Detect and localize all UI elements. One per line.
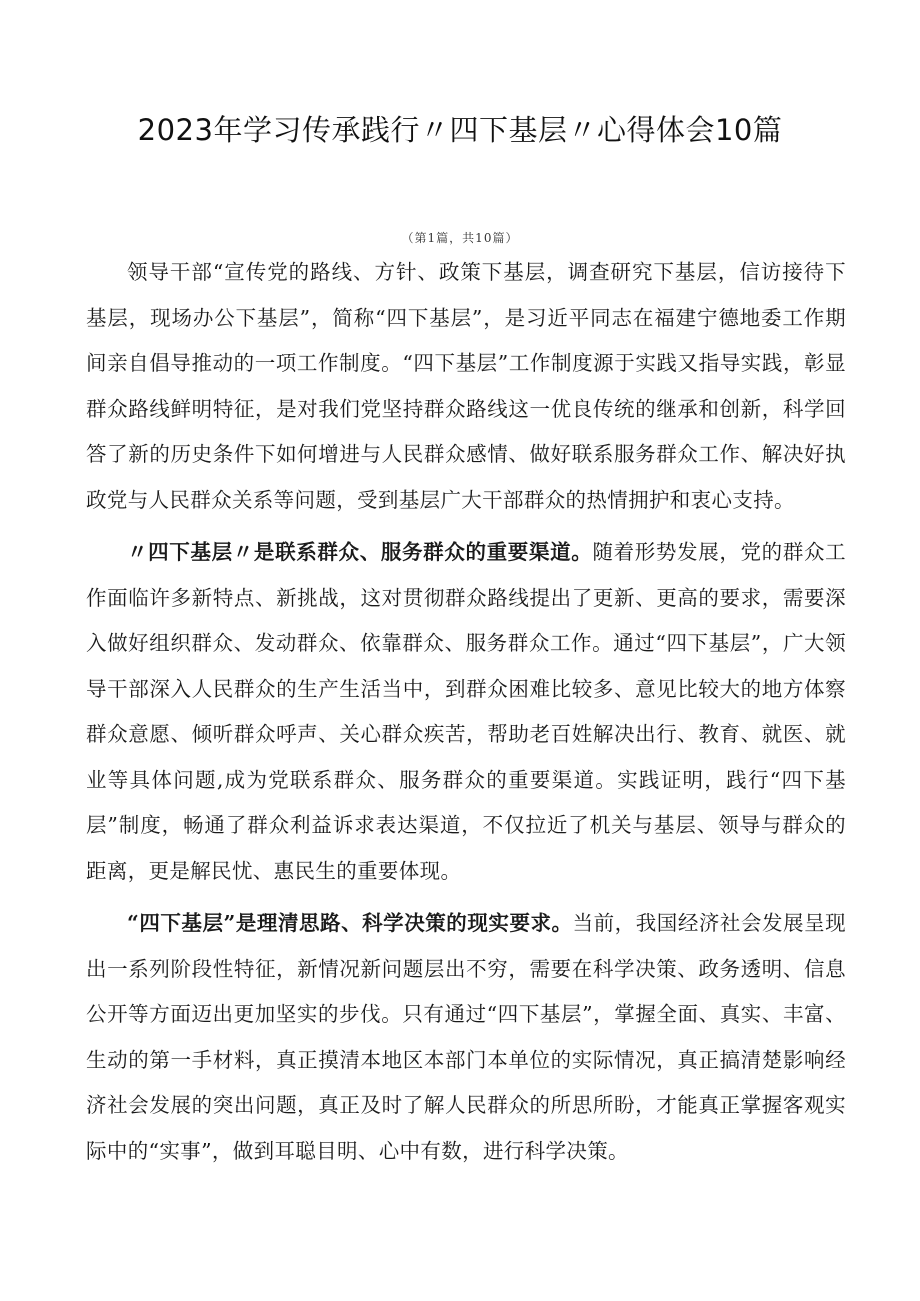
paragraph-3-lead: “四下基层”是理清思路、科学决策的现实要求。 [127,911,573,935]
paragraph-1 [86,250,846,523]
paragraph-3-text: 当前，我国经济社会发展呈现出一系列阶段性特征，新情况新问题层出不穷，需要在科学决策、政务透明、信息公开等方面迈出更加坚实的步伐。只有通过“四下基层”，掌握全面、真实、丰富、生动的第一手材料，真正摸清本地区本部门本单位的实际情况，真正搞清楚影响经济社会发展的突出问题，真正及时了解人民群众的所思所盼，才能真正掌握客观实际中的“实事”，做到耳聪目明、心中有数，进行科学决策。 [86,911,846,1163]
paragraph-2-text: 随着形势发展，党的群众工作面临许多新特点、新挑战，这对贯彻群众路线提出了更新、更高的要求，需要深入做好组织群众、发动群众、依靠群众、服务群众工作。通过“四下基层”，广大领导干部深入人民群众的生产生活当中，到群众困难比较多、意见比较大的地方体察群众意愿、倾听群众呼声、关心群众疾苦，帮助老百姓解决出行、教育、就医、就业等具体问题,成为党联系群众、服务群众的重要渠道。实践证明，践行“四下基层”制度，畅通了群众利益诉求表达渠道，不仅拉近了机关与基层、领导与群众的距离，更是解民忧、惠民生的重要体现。 [86,540,847,883]
document-body [86,250,846,1174]
paragraph-2 [86,530,846,894]
paragraph-3 [86,901,846,1174]
section-marker: （第1篇，共10篇） [401,231,519,245]
paragraph-2-lead: 〃四下基层〃是联系群众、服务群众的重要渠道。 [127,540,593,564]
paragraph-1-text: 领导干部“宣传党的路线、方针、政策下基层，调查研究下基层，信访接待下基层，现场办公下基层”，简称“四下基层”，是习近平同志在福建宁德地委工作期间亲自倡导推动的一项工作制度。“四下基层”工作制度源于实践又指导实践，彰显群众路线鲜明特征，是对我们党坚持群众路线这一优良传统的继承和创新，科学回答了新的历史条件下如何增进与人民群众感情、做好联系服务群众工作、解决好执政党与人民群众关系等问题，受到基层广大干部群众的热情拥护和衷心支持。 [86,260,846,512]
document-title: 2023年学习传承践行〃四下基层〃心得体会10篇 [137,113,783,147]
